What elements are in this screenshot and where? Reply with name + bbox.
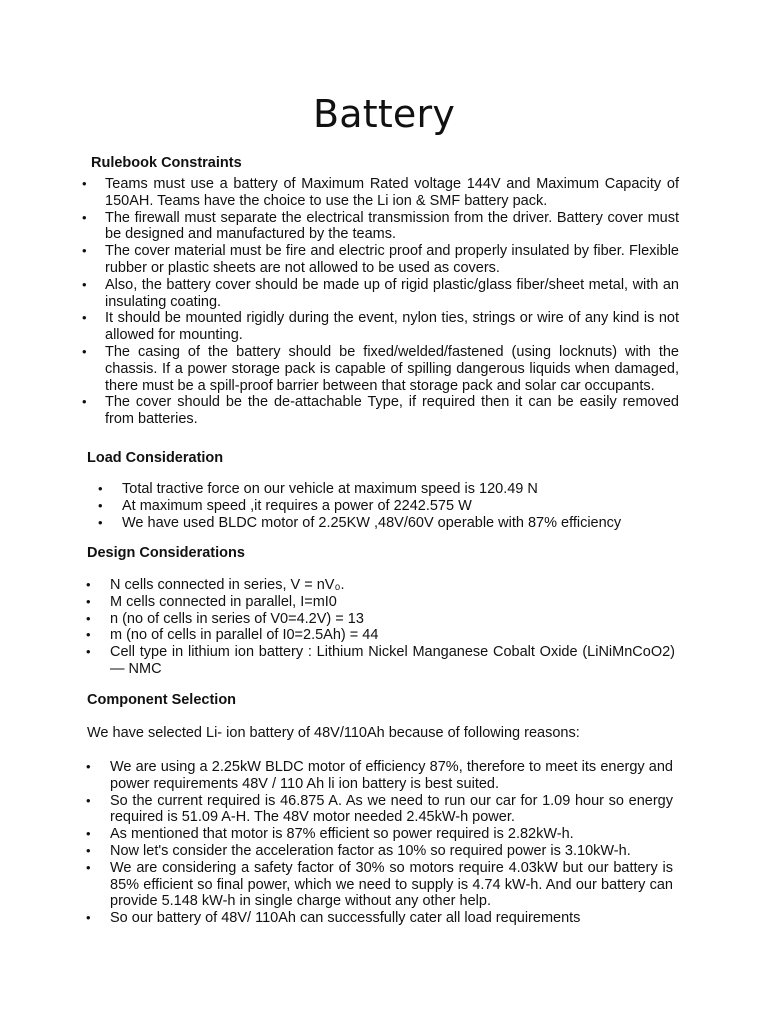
design-heading: Design Considerations: [87, 545, 245, 561]
design-list: [86, 577, 675, 678]
page-title: Battery: [312, 92, 456, 136]
load-list: [98, 481, 688, 531]
rulebook-list: [82, 176, 679, 428]
list-item: • At maximum speed ,it requires a power of 2242.575 W: [98, 497, 472, 514]
list-item: • We have used BLDC motor of 2.25KW ,48V/60V operable with 87% efficiency: [98, 514, 622, 531]
list-item: • The firewall must separate the electrical transmission from the driver. Battery cover must be designed and manufactured by the teams.: [82, 209, 679, 243]
component-heading: Component Selection: [87, 692, 237, 708]
list-item: • Also, the battery cover should be made up of rigid plastic/glass fiber/sheet metal, with an insulating coating.: [82, 276, 679, 310]
list-item: • So our battery of 48V/ 110Ah can successfully cater all load requirements: [86, 910, 581, 927]
rulebook-heading: Rulebook Constraints: [91, 155, 242, 171]
list-item: • N cells connected in series, V = nV₀.: [86, 577, 345, 593]
list-item: • The cover material must be fire and electric proof and properly insulated by fiber. Flexible rubber or plastic sheets are not allowed to be used as covers.: [82, 243, 679, 276]
list-item: • Teams must use a battery of Maximum Rated voltage 144V and Maximum Capacity of 150AH. Teams have the choice to use the Li ion & SMF battery pack.: [82, 176, 679, 209]
list-item: • The cover should be the de-attachable Type, if required then it can be easily removed from batteries.: [82, 394, 679, 428]
list-item: • Now let's consider the acceleration factor as 10% so required power is 3.10kW-h.: [86, 842, 631, 859]
list-item: • It should be mounted rigidly during the event, nylon ties, strings or wire of any kind is not allowed for mounting.: [82, 310, 679, 344]
list-item: • So the current required is 46.875 A. As we need to run our car for 1.09 hour so energy required is 51.09 A-H. The 48V motor needed 2.45kW-h power.: [86, 792, 673, 826]
load-heading: Load Consideration: [87, 450, 224, 466]
list-item: • We are using a 2.25kW BLDC motor of efficiency 87%, therefore to meet its energy and power requirements 48V / 110 Ah li ion battery is best suited.: [86, 759, 673, 792]
list-item: • m (no of cells in parallel of I0=2.5Ah) = 44: [86, 627, 379, 644]
list-item: • Total tractive force on our vehicle at maximum speed is 120.49 N: [98, 481, 538, 497]
component-list: [86, 759, 673, 927]
component-intro: We have selected Li- ion battery of 48V/110Ah because of following reasons:: [87, 725, 580, 741]
list-item: • M cells connected in parallel, I=mI0: [86, 593, 337, 610]
list-item: • n (no of cells in series of V0=4.2V) = 13: [86, 610, 364, 627]
list-item: • As mentioned that motor is 87% efficient so power required is 2.82kW-h.: [86, 826, 574, 843]
list-item: • We are considering a safety factor of 30% so motors require 4.03kW but our battery is 85% efficient so final power, which we need to supply is 4.74 kW-h. And our battery can provide 5.148 kW-h in single charge without any other help.: [86, 859, 673, 910]
list-item: • The casing of the battery should be fixed/welded/fastened (using locknuts) with the chassis. If a power storage pack is capable of spilling dangerous liquids when damaged, there must be a spill-proof barrier between that storage pack and solar car occupants.: [82, 343, 679, 394]
list-item: • Cell type in lithium ion battery : Lithium Nickel Manganese Cobalt Oxide (LiNiMnCoO2) — NMC: [86, 644, 675, 677]
